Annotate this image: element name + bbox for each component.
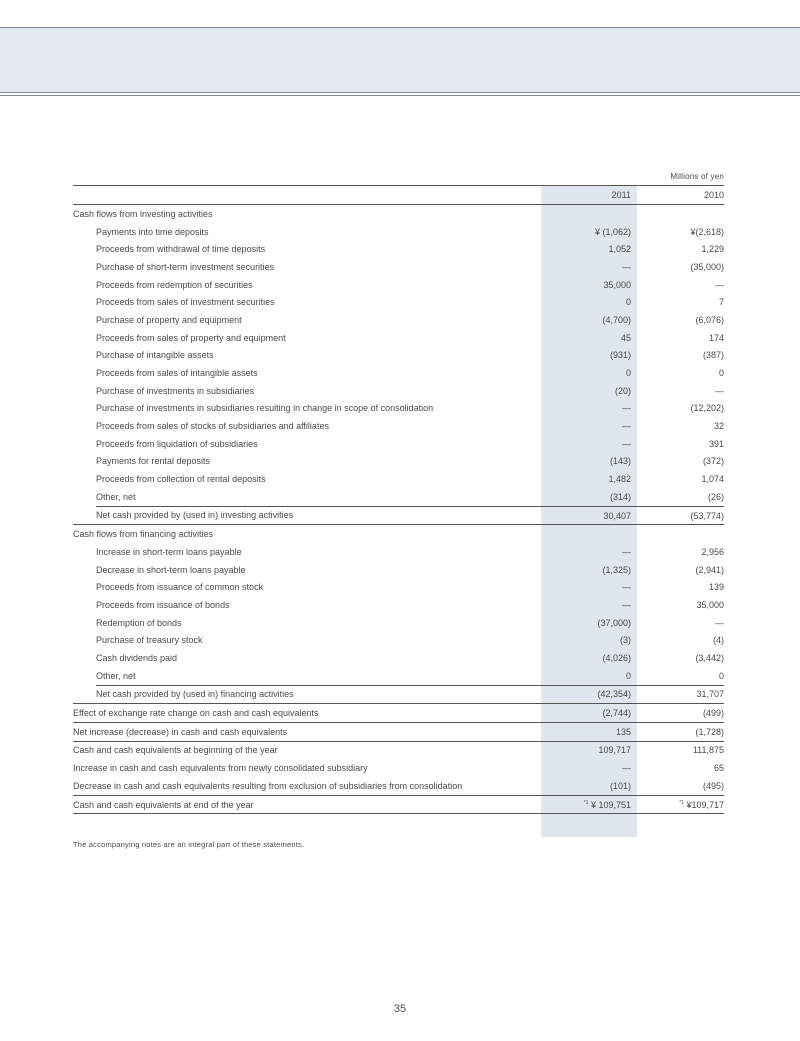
table-row [73, 382, 724, 400]
value-2011 [541, 347, 637, 365]
value-text: 109,717 [598, 745, 631, 756]
value-text: — [622, 763, 631, 774]
table-row [73, 470, 724, 488]
table-row [73, 759, 724, 777]
value-2010 [637, 649, 724, 667]
value-2010 [637, 417, 724, 435]
value-2011 [541, 329, 637, 347]
value-text: 0 [625, 297, 631, 308]
value-2011 [541, 223, 637, 241]
row-label: Proceeds from issuance of bonds [96, 599, 230, 610]
value-2011 [541, 506, 637, 525]
value-2010 [637, 525, 724, 543]
value-text: (2,941) [695, 564, 724, 575]
value-text: ¥109,717 [686, 799, 724, 810]
value-text: — [622, 261, 631, 272]
value-2011 [541, 741, 637, 759]
row-label: Purchase of short-term investment securities [96, 261, 275, 272]
value-text: ¥(2,618) [690, 226, 724, 237]
value-text: — [622, 582, 631, 593]
row-label: Effect of exchange rate change on cash and cash equivalents [73, 704, 541, 723]
value-text: 174 [708, 332, 724, 343]
value-2010 [637, 223, 724, 241]
table-row [73, 329, 724, 347]
row-label: Decrease in cash and cash equivalents resulting from exclusion of subsidiaries from consolidation [73, 780, 463, 791]
value-text: 32 [713, 421, 724, 432]
value-text: (3,442) [695, 653, 724, 664]
value-2011 [541, 488, 637, 506]
row-label: Purchase of investments in subsidiaries [96, 385, 255, 396]
value-text: — [622, 403, 631, 414]
value-2011 [541, 205, 637, 223]
value-text: 2,956 [701, 546, 724, 557]
row-label: Cash flows from financing activities [73, 529, 214, 540]
table-row [73, 417, 724, 435]
value-2010 [637, 470, 724, 488]
row-label: Cash dividends paid [96, 653, 178, 664]
value-2010 [637, 632, 724, 650]
value-2010 [637, 667, 724, 685]
value-text: 0 [625, 368, 631, 379]
value-2010 [637, 329, 724, 347]
value-text: 0 [718, 670, 724, 681]
value-2010 [637, 276, 724, 294]
value-text: 35,000 [696, 599, 724, 610]
value-text: (6,076) [695, 314, 724, 325]
table-row [73, 258, 724, 276]
value-text: (4,026) [602, 653, 631, 664]
table-row [73, 561, 724, 579]
value-text: — [715, 279, 724, 290]
value-text: 0 [718, 368, 724, 379]
row-label: Cash flows from investing activities [73, 208, 213, 219]
value-2010 [637, 722, 724, 741]
value-2011 [541, 293, 637, 311]
value-2010 [637, 435, 724, 453]
row-label: Proceeds from redemption of securities [96, 279, 253, 290]
value-text: 35,000 [603, 279, 631, 290]
table-row [73, 795, 724, 814]
value-2010 [637, 382, 724, 400]
row-label: Purchase of investments in subsidiaries resulting in change in scope of consolidation [96, 403, 434, 414]
value-text: (35,000) [690, 261, 724, 272]
value-2011 [541, 614, 637, 632]
page-number: 35 [393, 1003, 407, 1015]
row-label: Purchase of property and equipment [96, 314, 242, 325]
row-label: Proceeds from withdrawal of time deposits [96, 244, 266, 255]
value-2010 [637, 596, 724, 614]
value-text: 31,707 [696, 689, 724, 700]
table-row [73, 435, 724, 453]
value-text: — [715, 385, 724, 396]
value-2011 [541, 685, 637, 704]
value-2011 [541, 364, 637, 382]
value-2011 [541, 258, 637, 276]
header-band [0, 27, 800, 93]
row-label: Net cash provided by (used in) financing activities [73, 685, 541, 704]
row-label: Cash and cash equivalents at beginning of the year [73, 745, 278, 756]
value-2010 [637, 741, 724, 759]
value-2011 [541, 525, 637, 543]
table-row [73, 578, 724, 596]
table-row [73, 704, 724, 723]
value-text: — [622, 599, 631, 610]
value-text: 391 [708, 438, 724, 449]
table-row [73, 506, 724, 525]
value-text: 30,407 [603, 510, 631, 521]
value-2010 [637, 347, 724, 365]
header-rule [0, 92, 800, 93]
table-row [73, 777, 724, 795]
table-row [73, 722, 724, 741]
value-2011 [541, 759, 637, 777]
row-label: Increase in short-term loans payable [96, 546, 242, 557]
table-row [73, 649, 724, 667]
value-text: (2,744) [602, 708, 631, 719]
value-2010 [637, 759, 724, 777]
value-2010 [637, 364, 724, 382]
value-text: 139 [708, 582, 724, 593]
value-text: (4) [713, 635, 724, 646]
table-row [73, 685, 724, 704]
value-text: 0 [625, 670, 631, 681]
row-label: Proceeds from collection of rental deposits [96, 474, 266, 485]
row-label: Proceeds from issuance of common stock [96, 582, 264, 593]
table-row [73, 347, 724, 365]
value-text: (1,728) [695, 726, 724, 737]
row-label: Cash and cash equivalents at end of the year [73, 795, 541, 814]
table-row [73, 614, 724, 632]
row-label: Other, net [96, 670, 136, 681]
value-text: (372) [702, 456, 724, 467]
value-2010 [637, 453, 724, 471]
table-row [73, 525, 724, 543]
value-text: (12,202) [690, 403, 724, 414]
value-2011 [541, 596, 637, 614]
value-text: (499) [702, 708, 724, 719]
value-2010 [637, 488, 724, 506]
table-row [73, 741, 724, 759]
value-2011 [541, 632, 637, 650]
header-2011: 2011 [541, 186, 637, 205]
value-text: 65 [713, 763, 724, 774]
footnote: The accompanying notes are an integral part of these statements. [73, 840, 305, 849]
row-label: Proceeds from sales of property and equipment [96, 332, 286, 343]
value-2010 [637, 614, 724, 632]
header-2010: 2010 [637, 186, 724, 205]
table-row [73, 453, 724, 471]
value-2010 [637, 205, 724, 223]
value-text: (495) [702, 780, 724, 791]
value-2011 [541, 311, 637, 329]
footnote-marker: *1 [583, 799, 589, 806]
value-text: — [622, 546, 631, 557]
value-text: 45 [620, 332, 631, 343]
column-header-row [73, 186, 724, 205]
value-text: (314) [609, 491, 631, 502]
row-label: Purchase of treasury stock [96, 635, 203, 646]
footnote-marker: *1 [679, 799, 684, 806]
value-2010 [637, 543, 724, 561]
value-2011 [541, 795, 637, 814]
value-text: (37,000) [597, 617, 631, 628]
value-2010 [637, 777, 724, 795]
row-label: Net increase (decrease) in cash and cash equivalents [73, 722, 541, 741]
table-row [73, 488, 724, 506]
value-2011 [541, 417, 637, 435]
value-text: — [622, 438, 631, 449]
value-2010 [637, 400, 724, 418]
value-2011 [541, 470, 637, 488]
value-text: 1,229 [701, 244, 724, 255]
value-2011 [541, 667, 637, 685]
value-2010 [637, 240, 724, 258]
value-text: (3) [620, 635, 631, 646]
value-text: 111,875 [692, 745, 724, 756]
value-2011 [541, 543, 637, 561]
value-text: (1,325) [602, 564, 631, 575]
table-row [73, 240, 724, 258]
value-text: 1,074 [701, 474, 724, 485]
value-text: ¥ (1,062) [594, 226, 631, 237]
table-row [73, 543, 724, 561]
value-text: — [622, 421, 631, 432]
value-2010 [637, 704, 724, 723]
value-2010 [637, 685, 724, 704]
table-row [73, 223, 724, 241]
value-2011 [541, 578, 637, 596]
value-text: (26) [707, 491, 724, 502]
value-2010 [637, 561, 724, 579]
header-rule-secondary [0, 95, 800, 96]
value-2011 [541, 649, 637, 667]
row-label: Payments into time deposits [96, 226, 209, 237]
value-2011 [541, 561, 637, 579]
table-row [73, 293, 724, 311]
row-label: Redemption of bonds [96, 617, 182, 628]
value-2011 [541, 722, 637, 741]
value-text: (101) [609, 780, 631, 791]
value-2011 [541, 382, 637, 400]
row-label: Proceeds from liquidation of subsidiaries [96, 438, 258, 449]
value-text: 135 [615, 726, 631, 737]
value-text: (387) [702, 350, 724, 361]
value-text: (53,774) [690, 510, 724, 521]
value-2011 [541, 276, 637, 294]
table-row [73, 632, 724, 650]
unit-label: Millions of yen [670, 172, 724, 181]
value-2010 [637, 311, 724, 329]
table-row [73, 276, 724, 294]
value-text: 1,052 [608, 244, 631, 255]
table-row [73, 667, 724, 685]
value-text: (4,700) [602, 314, 631, 325]
value-2011 [541, 240, 637, 258]
value-2011 [541, 435, 637, 453]
value-text: 7 [718, 297, 724, 308]
value-text: (143) [609, 456, 631, 467]
row-label: Net cash provided by (used in) investing activities [73, 506, 541, 525]
table-row [73, 205, 724, 223]
cash-flow-table [73, 185, 724, 814]
value-2011 [541, 453, 637, 471]
row-label: Proceeds from sales of stocks of subsidiaries and affiliates [96, 421, 329, 432]
value-text: 1,482 [608, 474, 631, 485]
value-2011 [541, 704, 637, 723]
value-text: (931) [609, 350, 631, 361]
row-label: Purchase of intangible assets [96, 350, 214, 361]
value-2011 [541, 777, 637, 795]
table-row [73, 400, 724, 418]
value-2010 [637, 258, 724, 276]
table-row [73, 364, 724, 382]
value-2010 [637, 578, 724, 596]
value-text: ¥ 109,751 [590, 799, 631, 810]
row-label: Increase in cash and cash equivalents from newly consolidated subsidiary [73, 763, 368, 774]
row-label: Other, net [96, 492, 136, 503]
value-text: — [715, 617, 724, 628]
value-2010 [637, 795, 724, 814]
table-row [73, 311, 724, 329]
row-label: Proceeds from sales of intangible assets [96, 368, 258, 379]
value-2011 [541, 400, 637, 418]
row-label: Decrease in short-term loans payable [96, 564, 246, 575]
table-row [73, 596, 724, 614]
value-2010 [637, 506, 724, 525]
value-2010 [637, 293, 724, 311]
value-text: (20) [614, 385, 631, 396]
row-label: Payments for rental deposits [96, 456, 211, 467]
header-label-cell [73, 186, 541, 205]
row-label: Proceeds from sales of investment securities [96, 297, 275, 308]
value-text: (42,354) [597, 689, 631, 700]
